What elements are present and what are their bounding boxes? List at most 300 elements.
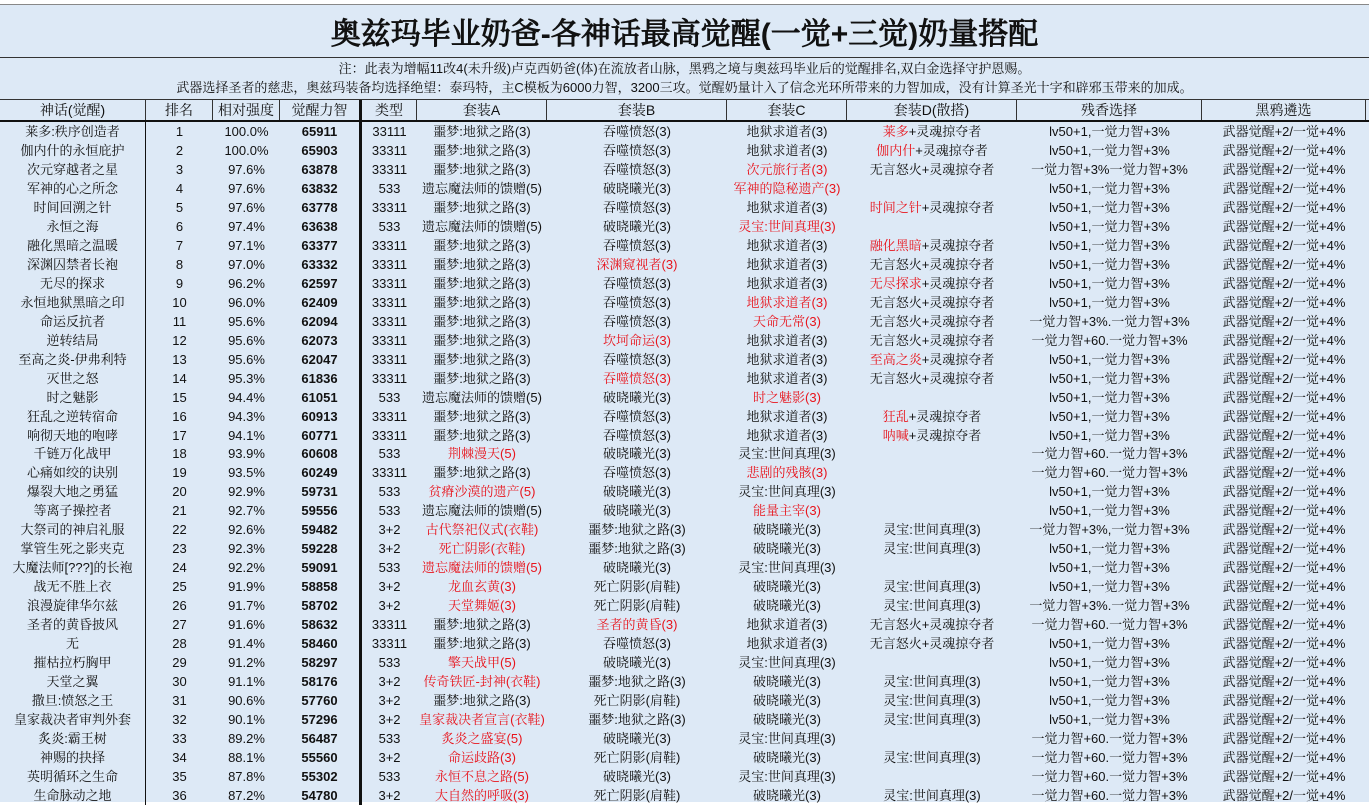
crow-cell[interactable]: 武器觉醒+2/一觉+4% — [1222, 389, 1346, 405]
set-b-cell[interactable]: 深渊窥视者(3) — [596, 256, 678, 272]
scent-cell[interactable]: lv50+1,一觉力智+3% — [1049, 655, 1170, 671]
header-relative-strength[interactable]: 相对强度 — [213, 100, 280, 120]
set-d-cell[interactable] — [847, 539, 1017, 558]
set-c-cell[interactable]: 地狱求道者(3) — [746, 427, 828, 443]
awakening-stat-cell[interactable]: 62047 — [280, 350, 362, 369]
set-c-cell[interactable]: 破晓曦光(3) — [753, 693, 821, 709]
awakening-stat-cell[interactable]: 59091 — [280, 558, 362, 577]
set-b-cell[interactable]: 死亡阴影(肩鞋) — [593, 749, 681, 765]
set-c-cell[interactable]: 破晓曦光(3) — [753, 579, 821, 595]
rank-cell[interactable]: 10 — [172, 294, 187, 310]
set-b-cell[interactable]: 吞噬愤怒(3) — [603, 370, 671, 386]
relative-strength-cell[interactable]: 100.0% — [224, 124, 269, 139]
set-b-cell[interactable]: 破晓曦光(3) — [603, 484, 671, 500]
set-b-cell[interactable]: 吞噬愤怒(3) — [603, 161, 671, 177]
mythic-cell[interactable]: 永恒之海 — [0, 217, 146, 236]
rank-cell[interactable]: 23 — [172, 541, 187, 557]
type-cell[interactable]: 533 — [378, 731, 401, 746]
mythic-cell[interactable]: 英明循环之生命 — [0, 767, 146, 786]
awakening-stat-cell[interactable]: 63778 — [280, 198, 362, 217]
scent-cell[interactable]: lv50+1,一觉力智+3% — [1049, 294, 1170, 310]
set-a-cell[interactable]: 荆棘漫天(5) — [448, 446, 516, 462]
set-c-cell[interactable]: 悲剧的残骸(3) — [746, 465, 828, 481]
scent-cell[interactable]: lv50+1,一觉力智+3% — [1049, 636, 1170, 652]
awakening-stat-cell[interactable]: 60608 — [280, 444, 362, 463]
awakening-stat-cell[interactable]: 59482 — [280, 520, 362, 539]
mythic-cell[interactable]: 爆裂大地之勇猛 — [0, 482, 146, 501]
set-a-cell[interactable]: 噩梦:地狱之路(3) — [433, 351, 531, 367]
relative-strength-cell[interactable]: 91.6% — [228, 617, 265, 633]
mythic-cell[interactable]: 时间回溯之针 — [0, 198, 146, 217]
mythic-cell[interactable]: 时之魅影 — [0, 388, 146, 407]
relative-strength-cell[interactable]: 97.6% — [228, 180, 265, 196]
crow-cell[interactable]: 武器觉醒+2/一觉+4% — [1222, 787, 1346, 803]
set-c-cell[interactable]: 地狱求道者(3) — [746, 142, 828, 158]
set-d-cell[interactable] — [847, 141, 1017, 160]
mythic-cell[interactable]: 天堂之翼 — [0, 672, 146, 691]
set-a-cell[interactable]: 大自然的呼吸(3) — [435, 787, 529, 803]
relative-strength-cell[interactable]: 92.3% — [228, 541, 265, 557]
set-d-cell[interactable] — [847, 520, 1017, 539]
set-c-cell[interactable]: 地狱求道者(3) — [746, 237, 828, 253]
set-d-cell[interactable] — [847, 293, 1017, 312]
relative-strength-cell[interactable]: 91.4% — [228, 636, 265, 652]
scent-cell[interactable]: lv50+1,一觉力智+3% — [1049, 124, 1170, 139]
scent-cell[interactable]: 一觉力智+60.一觉力智+3% — [1031, 787, 1188, 803]
awakening-stat-cell[interactable]: 63878 — [280, 160, 362, 179]
set-b-cell[interactable]: 破晓曦光(3) — [603, 731, 671, 746]
set-c-cell[interactable]: 地狱求道者(3) — [746, 617, 828, 633]
awakening-stat-cell[interactable]: 58460 — [280, 634, 362, 653]
header-crow[interactable]: 黑鸦遴选 — [1202, 100, 1366, 120]
scent-cell[interactable]: lv50+1,一觉力智+3% — [1049, 370, 1170, 386]
rank-cell[interactable]: 13 — [172, 351, 187, 367]
rank-cell[interactable]: 18 — [172, 446, 187, 462]
rank-cell[interactable]: 32 — [172, 712, 187, 728]
set-d-cell[interactable] — [847, 255, 1017, 274]
set-b-cell[interactable]: 吞噬愤怒(3) — [603, 294, 671, 310]
crow-cell[interactable]: 武器觉醒+2/一觉+4% — [1222, 370, 1346, 386]
type-cell[interactable]: 533 — [378, 218, 401, 234]
rank-cell[interactable]: 17 — [172, 427, 187, 443]
type-cell[interactable]: 3+2 — [378, 598, 401, 614]
mythic-cell[interactable]: 生命脉动之地 — [0, 786, 146, 805]
set-d-cell[interactable] — [847, 729, 1017, 748]
set-d-cell[interactable] — [847, 691, 1017, 710]
set-d-cell[interactable] — [847, 558, 1017, 577]
mythic-cell[interactable]: 摧枯拉朽胸甲 — [0, 653, 146, 672]
awakening-stat-cell[interactable]: 55302 — [280, 767, 362, 786]
set-d-cell[interactable] — [847, 463, 1017, 482]
rank-cell[interactable]: 25 — [172, 579, 187, 595]
type-cell[interactable]: 33311 — [371, 617, 408, 633]
header-rank[interactable]: 排名 — [146, 100, 213, 120]
relative-strength-cell[interactable]: 95.6% — [228, 313, 265, 329]
set-b-cell[interactable]: 死亡阴影(肩鞋) — [593, 579, 681, 595]
set-a-cell[interactable]: 噩梦:地狱之路(3) — [433, 142, 531, 158]
scent-cell[interactable]: 一觉力智+60.一觉力智+3% — [1031, 465, 1188, 481]
mythic-cell[interactable]: 大祭司的神启礼服 — [0, 520, 146, 539]
scent-cell[interactable]: lv50+1,一觉力智+3% — [1049, 579, 1170, 595]
rank-cell[interactable]: 30 — [172, 674, 187, 690]
type-cell[interactable]: 33311 — [371, 237, 408, 253]
mythic-cell[interactable]: 千链万化战甲 — [0, 444, 146, 463]
set-c-cell[interactable]: 灵宝:世间真理(3) — [738, 560, 836, 576]
crow-cell[interactable]: 武器觉醒+2/一觉+4% — [1222, 408, 1346, 424]
crow-cell[interactable]: 武器觉醒+2/一觉+4% — [1222, 541, 1346, 557]
crow-cell[interactable]: 武器觉醒+2/一觉+4% — [1222, 351, 1346, 367]
set-a-cell[interactable]: 噩梦:地狱之路(3) — [433, 161, 531, 177]
scent-cell[interactable]: lv50+1,一觉力智+3% — [1049, 541, 1170, 557]
set-b-cell[interactable]: 吞噬愤怒(3) — [603, 142, 671, 158]
set-a-cell[interactable]: 噩梦:地狱之路(3) — [433, 617, 531, 633]
scent-cell[interactable]: lv50+1,一觉力智+3% — [1049, 237, 1170, 253]
scent-cell[interactable]: 一觉力智+60.一觉力智+3% — [1031, 617, 1188, 633]
relative-strength-cell[interactable]: 91.9% — [228, 579, 265, 595]
set-c-cell[interactable]: 灵宝:世间真理(3) — [738, 446, 836, 462]
relative-strength-cell[interactable]: 96.0% — [228, 294, 265, 310]
rank-cell[interactable]: 26 — [172, 598, 187, 614]
relative-strength-cell[interactable]: 92.6% — [228, 522, 265, 538]
rank-cell[interactable]: 33 — [172, 731, 187, 746]
set-d-cell[interactable] — [847, 748, 1017, 767]
set-c-cell[interactable]: 破晓曦光(3) — [753, 674, 821, 690]
type-cell[interactable]: 33311 — [371, 351, 408, 367]
crow-cell[interactable]: 武器觉醒+2/一觉+4% — [1222, 275, 1346, 291]
rank-cell[interactable]: 6 — [175, 218, 184, 234]
type-cell[interactable]: 3+2 — [378, 712, 401, 728]
crow-cell[interactable]: 武器觉醒+2/一觉+4% — [1222, 161, 1346, 177]
awakening-stat-cell[interactable]: 62409 — [280, 293, 362, 312]
crow-cell[interactable]: 武器觉醒+2/一觉+4% — [1222, 465, 1346, 481]
rank-cell[interactable]: 16 — [172, 408, 187, 424]
crow-cell[interactable]: 武器觉醒+2/一觉+4% — [1222, 749, 1346, 765]
set-a-cell[interactable]: 死亡阴影(衣鞋) — [438, 541, 526, 557]
set-d-cell[interactable] — [847, 312, 1017, 331]
set-c-cell[interactable]: 次元旅行者(3) — [746, 161, 828, 177]
relative-strength-cell[interactable]: 97.4% — [228, 218, 265, 234]
relative-strength-cell[interactable]: 97.1% — [228, 237, 265, 253]
mythic-cell[interactable]: 永恒地狱黑暗之印 — [0, 293, 146, 312]
crow-cell[interactable]: 武器觉醒+2/一觉+4% — [1222, 560, 1346, 576]
scent-cell[interactable]: 一觉力智+3%一觉力智+3% — [1031, 161, 1188, 177]
mythic-cell[interactable]: 军神的心之所念 — [0, 179, 146, 198]
awakening-stat-cell[interactable]: 63832 — [280, 179, 362, 198]
relative-strength-cell[interactable]: 93.9% — [228, 446, 265, 462]
set-b-cell[interactable]: 吞噬愤怒(3) — [603, 636, 671, 652]
scent-cell[interactable]: lv50+1,一觉力智+3% — [1049, 484, 1170, 500]
set-b-cell[interactable]: 吞噬愤怒(3) — [603, 275, 671, 291]
crow-cell[interactable]: 武器觉醒+2/一觉+4% — [1222, 218, 1346, 234]
set-c-cell[interactable]: 灵宝:世间真理(3) — [738, 218, 836, 234]
set-b-cell[interactable]: 破晓曦光(3) — [603, 389, 671, 405]
rank-cell[interactable]: 31 — [172, 693, 187, 709]
awakening-stat-cell[interactable]: 55560 — [280, 748, 362, 767]
awakening-stat-cell[interactable]: 60249 — [280, 463, 362, 482]
type-cell[interactable]: 33311 — [371, 161, 408, 177]
set-a-cell[interactable]: 贫瘠沙漠的遗产(5) — [428, 484, 536, 500]
type-cell[interactable]: 33311 — [371, 294, 408, 310]
mythic-cell[interactable]: 炙炎:霸王树 — [0, 729, 146, 748]
set-a-cell[interactable]: 遗忘魔法师的馈赠(5) — [422, 560, 542, 576]
set-b-cell[interactable]: 吞噬愤怒(3) — [603, 124, 671, 139]
rank-cell[interactable]: 5 — [175, 199, 184, 215]
mythic-cell[interactable]: 心痛如绞的诀别 — [0, 463, 146, 482]
set-b-cell[interactable]: 坎坷命运(3) — [603, 332, 671, 348]
relative-strength-cell[interactable]: 91.1% — [228, 674, 265, 690]
crow-cell[interactable]: 武器觉醒+2/一觉+4% — [1222, 332, 1346, 348]
set-b-cell[interactable]: 吞噬愤怒(3) — [603, 313, 671, 329]
set-a-cell[interactable]: 噩梦:地狱之路(3) — [433, 256, 531, 272]
set-c-cell[interactable]: 能量主宰(3) — [753, 503, 821, 519]
mythic-cell[interactable]: 大魔法师[???]的长袍 — [0, 558, 146, 577]
mythic-cell[interactable]: 融化黑暗之温暖 — [0, 236, 146, 255]
awakening-stat-cell[interactable]: 59228 — [280, 539, 362, 558]
relative-strength-cell[interactable]: 93.5% — [228, 465, 265, 481]
set-a-cell[interactable]: 噩梦:地狱之路(3) — [433, 275, 531, 291]
type-cell[interactable]: 33311 — [371, 275, 408, 291]
scent-cell[interactable]: 一觉力智+60.一觉力智+3% — [1031, 749, 1188, 765]
set-c-cell[interactable]: 破晓曦光(3) — [753, 787, 821, 803]
set-b-cell[interactable]: 破晓曦光(3) — [603, 180, 671, 196]
set-b-cell[interactable]: 吞噬愤怒(3) — [603, 465, 671, 481]
set-a-cell[interactable]: 传奇铁匠-封神(衣鞋) — [423, 674, 541, 690]
awakening-stat-cell[interactable]: 59731 — [280, 482, 362, 501]
relative-strength-cell[interactable]: 94.4% — [228, 389, 265, 405]
awakening-stat-cell[interactable]: 58702 — [280, 596, 362, 615]
relative-strength-cell[interactable]: 95.3% — [228, 370, 265, 386]
set-a-cell[interactable]: 遗忘魔法师的馈赠(5) — [422, 503, 542, 519]
set-d-cell[interactable] — [847, 331, 1017, 350]
type-cell[interactable]: 3+2 — [378, 522, 401, 538]
mythic-cell[interactable]: 次元穿越者之星 — [0, 160, 146, 179]
crow-cell[interactable]: 武器觉醒+2/一觉+4% — [1222, 313, 1346, 329]
scent-cell[interactable]: lv50+1,一觉力智+3% — [1049, 256, 1170, 272]
mythic-cell[interactable]: 命运反抗者 — [0, 312, 146, 331]
rank-cell[interactable]: 27 — [172, 617, 187, 633]
rank-cell[interactable]: 24 — [172, 560, 187, 576]
set-b-cell[interactable]: 噩梦:地狱之路(3) — [588, 674, 686, 690]
mythic-cell[interactable]: 逆转结局 — [0, 331, 146, 350]
crow-cell[interactable]: 武器觉醒+2/一觉+4% — [1222, 674, 1346, 690]
set-d-cell[interactable] — [847, 274, 1017, 293]
mythic-cell[interactable]: 撒旦:愤怒之王 — [0, 691, 146, 710]
scent-cell[interactable]: lv50+1,一觉力智+3% — [1049, 560, 1170, 576]
set-d-cell[interactable] — [847, 217, 1017, 236]
type-cell[interactable]: 3+2 — [378, 749, 401, 765]
mythic-cell[interactable]: 至高之炎-伊弗利特 — [0, 350, 146, 369]
awakening-stat-cell[interactable]: 58632 — [280, 615, 362, 634]
scent-cell[interactable]: lv50+1,一觉力智+3% — [1049, 503, 1170, 519]
set-a-cell[interactable]: 炙炎之盛宴(5) — [441, 731, 523, 746]
awakening-stat-cell[interactable]: 62094 — [280, 312, 362, 331]
set-b-cell[interactable]: 吞噬愤怒(3) — [603, 351, 671, 367]
type-cell[interactable]: 3+2 — [378, 541, 401, 557]
awakening-stat-cell[interactable]: 57760 — [280, 691, 362, 710]
set-b-cell[interactable]: 吞噬愤怒(3) — [603, 237, 671, 253]
relative-strength-cell[interactable]: 100.0% — [224, 142, 269, 158]
rank-cell[interactable]: 11 — [172, 313, 187, 329]
awakening-stat-cell[interactable]: 65903 — [280, 141, 362, 160]
set-d-cell[interactable] — [847, 388, 1017, 407]
set-a-cell[interactable]: 命运歧路(3) — [448, 749, 516, 765]
relative-strength-cell[interactable]: 97.6% — [228, 199, 265, 215]
set-b-cell[interactable]: 吞噬愤怒(3) — [603, 408, 671, 424]
set-d-cell[interactable] — [847, 122, 1017, 141]
set-c-cell[interactable]: 时之魅影(3) — [753, 389, 821, 405]
header-set-d[interactable]: 套装D(散搭) — [847, 100, 1017, 120]
set-b-cell[interactable]: 噩梦:地狱之路(3) — [588, 541, 686, 557]
set-d-cell[interactable] — [847, 426, 1017, 445]
set-d-cell[interactable] — [847, 369, 1017, 388]
set-d-cell[interactable] — [847, 482, 1017, 501]
awakening-stat-cell[interactable]: 58858 — [280, 577, 362, 596]
relative-strength-cell[interactable]: 90.1% — [228, 712, 265, 728]
header-scent[interactable]: 残香选择 — [1017, 100, 1202, 120]
set-c-cell[interactable]: 地狱求道者(3) — [746, 351, 828, 367]
set-c-cell[interactable]: 地狱求道者(3) — [746, 636, 828, 652]
type-cell[interactable]: 3+2 — [378, 787, 401, 803]
awakening-stat-cell[interactable]: 56487 — [280, 729, 362, 748]
crow-cell[interactable]: 武器觉醒+2/一觉+4% — [1222, 446, 1346, 462]
type-cell[interactable]: 33311 — [371, 427, 408, 443]
mythic-cell[interactable]: 深渊囚禁者长袍 — [0, 255, 146, 274]
scent-cell[interactable]: lv50+1,一觉力智+3% — [1049, 218, 1170, 234]
rank-cell[interactable]: 4 — [175, 180, 184, 196]
relative-strength-cell[interactable]: 88.1% — [228, 749, 265, 765]
scent-cell[interactable]: 一觉力智+60.一觉力智+3% — [1031, 768, 1188, 784]
set-c-cell[interactable]: 破晓曦光(3) — [753, 541, 821, 557]
mythic-cell[interactable]: 神赐的抉择 — [0, 748, 146, 767]
relative-strength-cell[interactable]: 95.6% — [228, 332, 265, 348]
set-b-cell[interactable]: 死亡阴影(肩鞋) — [593, 598, 681, 614]
awakening-stat-cell[interactable]: 60771 — [280, 426, 362, 445]
set-c-cell[interactable]: 灵宝:世间真理(3) — [738, 731, 836, 746]
header-awakening-stat[interactable]: 觉醒力智 — [280, 100, 362, 120]
type-cell[interactable]: 533 — [378, 768, 401, 784]
mythic-cell[interactable]: 圣者的黄昏披风 — [0, 615, 146, 634]
set-b-cell[interactable]: 死亡阴影(肩鞋) — [593, 787, 681, 803]
mythic-cell[interactable]: 无尽的探求 — [0, 274, 146, 293]
set-d-cell[interactable] — [847, 444, 1017, 463]
scent-cell[interactable]: lv50+1,一觉力智+3% — [1049, 142, 1170, 158]
set-a-cell[interactable]: 古代祭祀仪式(衣鞋) — [425, 522, 539, 538]
scent-cell[interactable]: lv50+1,一觉力智+3% — [1049, 199, 1170, 215]
set-a-cell[interactable]: 噩梦:地狱之路(3) — [433, 124, 531, 139]
crow-cell[interactable]: 武器觉醒+2/一觉+4% — [1222, 199, 1346, 215]
rank-cell[interactable]: 20 — [172, 484, 187, 500]
sheet-title[interactable]: 奥兹玛毕业奶爸-各神话最高觉醒(一觉+三觉)奶量搭配 — [0, 5, 1369, 58]
relative-strength-cell[interactable]: 96.2% — [228, 275, 265, 291]
rank-cell[interactable]: 36 — [172, 787, 187, 803]
crow-cell[interactable]: 武器觉醒+2/一觉+4% — [1222, 503, 1346, 519]
set-a-cell[interactable]: 遗忘魔法师的馈赠(5) — [422, 180, 542, 196]
relative-strength-cell[interactable]: 94.3% — [228, 408, 265, 424]
set-d-cell[interactable] — [847, 350, 1017, 369]
scent-cell[interactable]: 一觉力智+60.一觉力智+3% — [1031, 446, 1188, 462]
set-b-cell[interactable]: 破晓曦光(3) — [603, 560, 671, 576]
crow-cell[interactable]: 武器觉醒+2/一觉+4% — [1222, 180, 1346, 196]
set-c-cell[interactable]: 灵宝:世间真理(3) — [738, 655, 836, 671]
mythic-cell[interactable]: 狂乱之逆转宿命 — [0, 407, 146, 426]
crow-cell[interactable]: 武器觉醒+2/一觉+4% — [1222, 768, 1346, 784]
set-c-cell[interactable]: 天命无常(3) — [753, 313, 821, 329]
rank-cell[interactable]: 21 — [172, 503, 187, 519]
set-c-cell[interactable]: 地狱求道者(3) — [746, 124, 828, 139]
set-c-cell[interactable]: 灵宝:世间真理(3) — [738, 768, 836, 784]
relative-strength-cell[interactable]: 97.0% — [228, 256, 265, 272]
type-cell[interactable]: 3+2 — [378, 693, 401, 709]
rank-cell[interactable]: 22 — [172, 522, 187, 538]
crow-cell[interactable]: 武器觉醒+2/一觉+4% — [1222, 579, 1346, 595]
set-d-cell[interactable] — [847, 634, 1017, 653]
set-d-cell[interactable] — [847, 767, 1017, 786]
set-d-cell[interactable] — [847, 501, 1017, 520]
awakening-stat-cell[interactable]: 62073 — [280, 331, 362, 350]
type-cell[interactable]: 533 — [378, 655, 401, 671]
set-c-cell[interactable]: 地狱求道者(3) — [746, 408, 828, 424]
set-c-cell[interactable]: 地狱求道者(3) — [746, 199, 828, 215]
rank-cell[interactable]: 14 — [172, 370, 187, 386]
set-b-cell[interactable]: 圣者的黄昏(3) — [596, 617, 678, 633]
rank-cell[interactable]: 12 — [172, 332, 187, 348]
set-c-cell[interactable]: 地狱求道者(3) — [746, 256, 828, 272]
crow-cell[interactable]: 武器觉醒+2/一觉+4% — [1222, 617, 1346, 633]
set-c-cell[interactable]: 地狱求道者(3) — [746, 294, 828, 310]
rank-cell[interactable]: 28 — [172, 636, 187, 652]
set-a-cell[interactable]: 噩梦:地狱之路(3) — [433, 313, 531, 329]
set-d-cell[interactable] — [847, 236, 1017, 255]
set-d-cell[interactable] — [847, 710, 1017, 729]
set-c-cell[interactable]: 破晓曦光(3) — [753, 522, 821, 538]
notes-cell[interactable] — [0, 58, 1369, 100]
mythic-cell[interactable]: 等离子操控者 — [0, 501, 146, 520]
scent-cell[interactable]: lv50+1,一觉力智+3% — [1049, 351, 1170, 367]
set-a-cell[interactable]: 噩梦:地狱之路(3) — [433, 693, 531, 709]
scent-cell[interactable]: 一觉力智+3%.一觉力智+3% — [1029, 313, 1190, 329]
set-a-cell[interactable]: 噩梦:地狱之路(3) — [433, 465, 531, 481]
type-cell[interactable]: 533 — [378, 446, 401, 462]
crow-cell[interactable]: 武器觉醒+2/一觉+4% — [1222, 427, 1346, 443]
set-c-cell[interactable]: 地狱求道者(3) — [746, 370, 828, 386]
type-cell[interactable]: 533 — [378, 560, 401, 576]
scent-cell[interactable]: lv50+1,一觉力智+3% — [1049, 275, 1170, 291]
crow-cell[interactable]: 武器觉醒+2/一觉+4% — [1222, 731, 1346, 746]
relative-strength-cell[interactable]: 97.6% — [228, 161, 265, 177]
scent-cell[interactable]: lv50+1,一觉力智+3% — [1049, 674, 1170, 690]
relative-strength-cell[interactable]: 89.2% — [228, 731, 265, 746]
awakening-stat-cell[interactable]: 58297 — [280, 653, 362, 672]
mythic-cell[interactable]: 战无不胜上衣 — [0, 577, 146, 596]
rank-cell[interactable]: 15 — [172, 389, 187, 405]
rank-cell[interactable]: 7 — [175, 237, 184, 253]
set-c-cell[interactable]: 破晓曦光(3) — [753, 749, 821, 765]
type-cell[interactable]: 33311 — [371, 636, 408, 652]
type-cell[interactable]: 33111 — [372, 124, 407, 139]
mythic-cell[interactable]: 莱多:秩序创造者 — [0, 122, 146, 141]
set-a-cell[interactable]: 噩梦:地狱之路(3) — [433, 408, 531, 424]
set-d-cell[interactable] — [847, 407, 1017, 426]
set-a-cell[interactable]: 龙血玄黄(3) — [448, 579, 516, 595]
set-c-cell[interactable]: 灵宝:世间真理(3) — [738, 484, 836, 500]
set-d-cell[interactable] — [847, 179, 1017, 198]
scent-cell[interactable]: 一觉力智+3%.一觉力智+3% — [1029, 598, 1190, 614]
awakening-stat-cell[interactable]: 58176 — [280, 672, 362, 691]
type-cell[interactable]: 3+2 — [378, 579, 401, 595]
type-cell[interactable]: 33311 — [371, 256, 408, 272]
set-a-cell[interactable]: 永恒不息之路(5) — [435, 768, 529, 784]
relative-strength-cell[interactable]: 91.2% — [228, 655, 265, 671]
